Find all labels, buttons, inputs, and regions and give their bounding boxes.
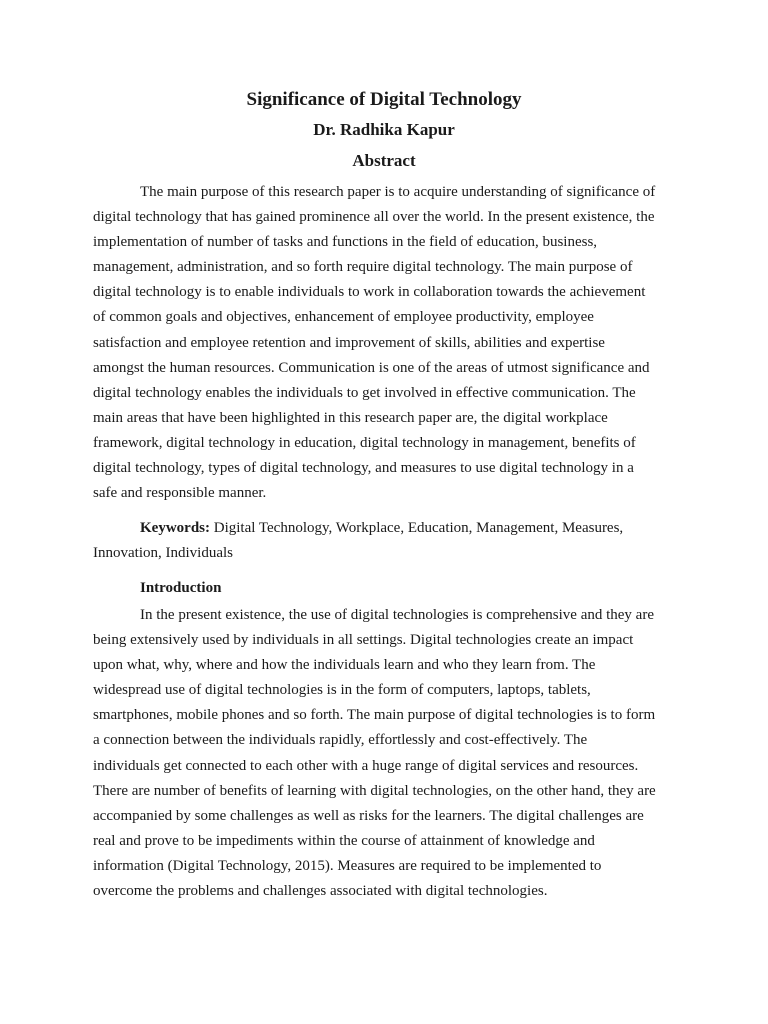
- intro-line: overcome the problems and challenges associated with digital technologies.: [93, 883, 548, 900]
- abstract-line: management, administration, and so forth require digital technology. The main purpose of: [93, 259, 633, 276]
- keywords-list: Digital Technology, Workplace, Education, Management, Measures,: [210, 520, 624, 536]
- intro-line: widespread use of digital technologies is in the form of computers, laptops, tablets,: [93, 682, 591, 699]
- abstract-line: digital technology is to enable individuals to work in collaboration towards the achievement: [93, 284, 646, 301]
- intro-line: individuals get connected to each other with a huge range of digital services and resources.: [93, 757, 639, 774]
- keywords-line: [93, 516, 677, 541]
- abstract-line: digital technology enables the individuals to get involved in effective communication. The: [93, 384, 636, 401]
- abstract-line: of common goals and objectives, enhancement of employee productivity, employee: [93, 309, 594, 326]
- intro-line: upon what, why, where and how the individuals learn and who they learn from. The: [93, 657, 596, 674]
- abstract-line: satisfaction and employee retention and improvement of skills, abilities and expertise: [93, 334, 605, 351]
- abstract-heading: Abstract: [352, 151, 416, 170]
- abstract-line: framework, digital technology in education, digital technology in management, benefits of: [93, 434, 636, 451]
- introduction-heading: Introduction: [140, 580, 222, 596]
- abstract-line: implementation of number of tasks and functions in the field of education, business,: [93, 234, 598, 251]
- intro-line: real and prove to be impediments within the course of attainment of knowledge and: [93, 832, 595, 849]
- intro-line: smartphones, mobile phones and so forth. The main purpose of digital technologies is to form: [93, 707, 656, 724]
- abstract-body: [93, 180, 677, 506]
- intro-line: There are number of benefits of learning with digital technologies, on the other hand, they are: [93, 782, 656, 799]
- intro-line: In the present existence, the use of digital technologies is comprehensive and they are: [140, 607, 654, 623]
- abstract-line: amongst the human resources. Communication is one of the areas of utmost significance and: [93, 359, 650, 376]
- abstract-line: digital technology, types of digital technology, and measures to use digital technology in a: [93, 460, 634, 477]
- intro-line: being extensively used by individuals in all settings. Digital technologies create an impact: [93, 632, 634, 649]
- document-title: Significance of Digital Technology: [246, 89, 522, 110]
- abstract-line: safe and responsible manner.: [93, 485, 267, 502]
- abstract-line: main areas that have been highlighted in this research paper are, the digital workplace: [93, 409, 608, 426]
- intro-line: a connection between the individuals rapidly, effortlessly and cost-effectively. The: [93, 732, 588, 749]
- abstract-line: digital technology that has gained prominence all over the world. In the present existence, the: [93, 209, 655, 226]
- keywords-label: Keywords:: [140, 520, 210, 536]
- author-name: Dr. Radhika Kapur: [313, 120, 455, 139]
- introduction-body: [93, 603, 677, 904]
- abstract-line: The main purpose of this research paper is to acquire understanding of significance of: [140, 184, 656, 200]
- intro-line: accompanied by some challenges as well as risks for the learners. The digital challenges are: [93, 807, 644, 824]
- intro-line: information (Digital Technology, 2015). Measures are required to be implemented to: [93, 857, 602, 874]
- keywords-line: Innovation, Individuals: [93, 545, 233, 562]
- keywords-block: [93, 516, 677, 566]
